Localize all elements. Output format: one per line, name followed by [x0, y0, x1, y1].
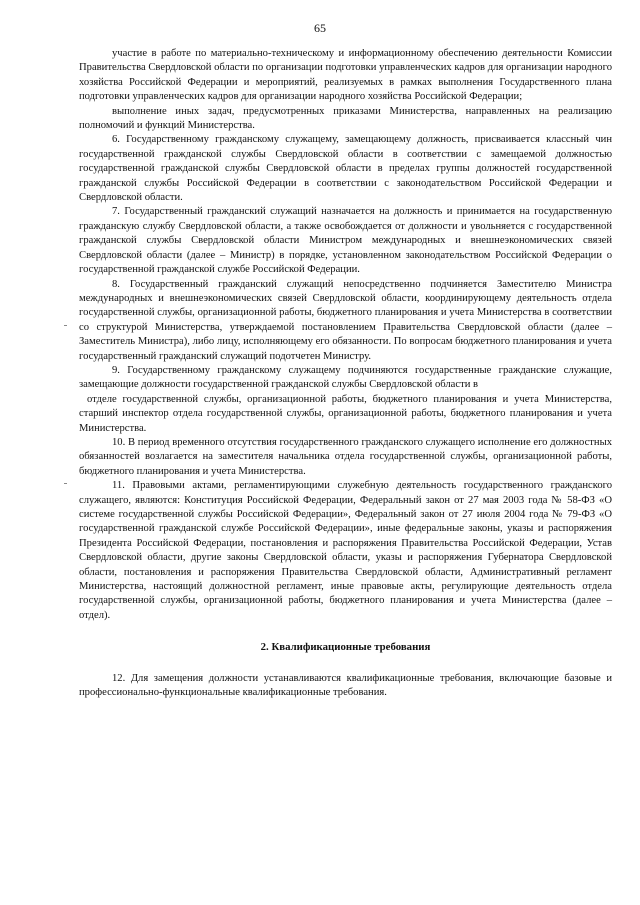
scan-margin-mark [64, 325, 67, 326]
paragraph-commission-participation: участие в работе по материально-техническому и информационному обеспечению деятельности Комиссии Правительства Свердловской области по организации подготовки управленческих кадров для организации народного хозяйства Российской Федерации и мероприятий, реализуемых в рамках выполнения Государственного плана подготовки управленческих кадров для организации народного хозяйства Российской Федерации; [79, 48, 612, 103]
paragraph-8-subordination: 8. Государственный гражданский служащий непосредственно подчиняется Заместителю Министра международных и внешнеэкономических связей Свердловской области, координирующему деятельность отдела государственной службы, организационной работы, бюджетного планирования и учета Министерства в соответствии со структурой Министерства, утверждаемой постановлением Правительства Свердловской области (далее – Заместитель Министра), либо лицу, исполняющему его обязанности. По вопросам бюджетного планирования и учета государственный гражданский служащий подотчетен Министру. [79, 278, 612, 362]
paragraph-9-subordinates: 9. Государственному гражданскому служащему подчиняются государственные гражданские служащие, замещающие должности государственной гражданской службы Свердловской области в [79, 364, 612, 391]
paragraph-other-tasks: выполнение иных задач, предусмотренных приказами Министерства, направленных на реализацию полномочий и функций Министерства. [79, 105, 612, 132]
paragraph-12-requirements: 12. Для замещения должности устанавливаются квалификационные требования, включающие базовые и профессионально-функциональные квалификационные требования. [79, 672, 612, 699]
paragraph-6-class-rank: 6. Государственному гражданскому служащему, замещающему должность, присваивается классный чин государственной гражданской службы Свердловской области в соответствии с замещаемой должностью государственной гражданской службы Свердловской области в пределах группы должностей государственной гражданской службы Российской Федерации в соответствии с законодательством Российской Федерации и Свердловской области. [79, 134, 612, 204]
paragraph-11-legal-acts: 11. Правовыми актами, регламентирующими служебную деятельность государственного гражданского служащего, являются: Конституция Российской Федерации, Федеральный закон от 27 мая 2003 года № 58-ФЗ «О системе государственной службы Российской Федерации», Федеральный закон от 27 июля 2004 года № 79-ФЗ «О государственной гражданской службе Российской Федерации», иные федеральные законы, указы и распоряжения Президента Российской Федерации, постановления и распоряжения Правительства Российской Федерации, Устав Свердловской области, другие законы Свердловской области, указы и распоряжения Губернатора Свердловской области, постановления и распоряжения Правительства Свердловской области, Административный регламент Министерства, настоящий должностной регламент, иные правовые акты, регулирующие деятельность отдела государственной службы, организационной работы, бюджетного планирования и учета Министерства (далее – отдел). [79, 480, 612, 621]
section-heading-qualification: 2. Квалификационные требования [260, 641, 431, 654]
paragraph-9-continuation: отделе государственной службы, организационной работы, бюджетного планирования и учета Министерства, старший инспектор отдела государственной службы, организационной работы, бюджетного планирования и учета Министерства. [79, 393, 612, 434]
paragraph-10-temporary-absence: 10. В период временного отсутствия государственного гражданского служащего исполнение его должностных обязанностей возлагается на заместителя начальника отдела государственной службы, организационной работы, бюджетного планирования и учета Министерства. [79, 436, 612, 477]
page-number: 65 [314, 21, 326, 35]
paragraph-7-appointment: 7. Государственный гражданский служащий назначается на должность и принимается на государственную гражданскую службу Свердловской области, а также освобождается от должности и увольняется с государственной гражданской службы Свердловской области Министром международных и внешнеэкономических связей Свердловской области (далее – Министр) в порядке, установленном законодательством Российской Федерации о государственной гражданской службе Российской Федерации. [79, 206, 612, 276]
document-body [79, 47, 612, 700]
scan-margin-mark [64, 483, 67, 484]
